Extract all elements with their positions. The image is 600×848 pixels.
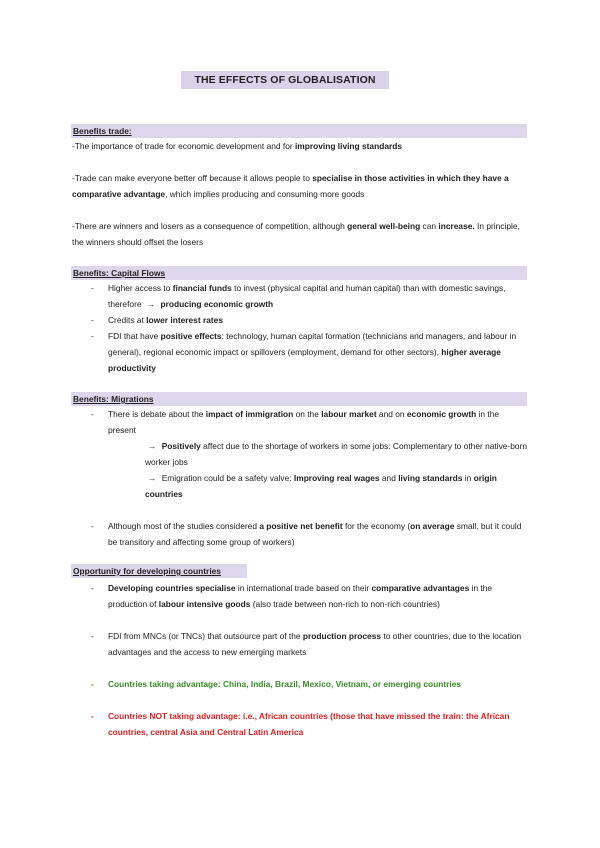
trade-paragraph-1: -The importance of trade for economic development and for improving living standards — [72, 141, 403, 151]
bullet-marker: - — [91, 409, 94, 419]
developing-bullet-2: FDI from MNCs (or TNCs) that outsource part of the production process to other countries, due to the location advantages and the access to new emerging markets — [108, 631, 522, 657]
bullet-marker: - — [91, 679, 94, 689]
developing-bullet-1: Developing countries specialise in international trade based on their comparative advantages in the production of labour intensive goods (also trade between non-rich to non-rich countries) — [108, 583, 493, 609]
bullet-marker: - — [91, 283, 94, 293]
migrations-bullet-2: Although most of the studies considered a positive net benefit for the economy (on average small, but it could be transitory and affecting some group of workers) — [108, 521, 522, 547]
capital-bullet-2: Credits at lower interest rates — [108, 315, 223, 325]
capital-bullet-3: FDI that have positive effects: technology, human capital formation (technicians and managers, and labour in general), regional economic impact or spillovers (employment, demand for other sectors), higher average productivity — [108, 331, 517, 373]
bullet-marker: - — [91, 315, 94, 325]
bullet-marker: - — [91, 583, 94, 593]
page-title: THE EFFECTS OF GLOBALISATION — [181, 71, 389, 89]
bullet-marker: - — [91, 521, 94, 531]
bullet-marker: - — [91, 631, 94, 641]
capital-bullet-1: Higher access to financial funds to invest (physical capital and human capital) than with domestic savings, therefore → producing economic growth — [108, 283, 506, 309]
migrations-sub-2: → Emigration could be a safety valve: Improving real wages and living standards in origin countries — [145, 473, 497, 499]
bullet-marker: - — [91, 711, 94, 721]
developing-bullet-4: Countries NOT taking advantage: i.e., African countries (those that have missed the train: the African countries, central Asia and Central Latin America — [108, 711, 510, 737]
developing-bullet-3: Countries taking advantage: China, India, Brazil, Mexico, Vietnam, or emerging countries — [108, 679, 462, 689]
heading-capital-flows: Benefits: Capital Flows — [71, 266, 527, 280]
heading-benefits-trade: Benefits trade: — [71, 124, 527, 138]
migrations-sub-1: → Positively affect due to the shortage of workers in some jobs: Complementary to other native-born worker jobs — [145, 441, 527, 467]
bullet-marker: - — [91, 331, 94, 341]
migrations-bullet-1: There is debate about the impact of immigration on the labour market and on economic growth in the present — [108, 409, 500, 435]
trade-paragraph-3: -There are winners and losers as a consequence of competition, although general well-being can increase. In principle, the winners should offset the losers — [72, 221, 520, 247]
heading-migrations: Benefits: Migrations — [71, 392, 527, 406]
heading-developing-countries: Opportunity for developing countries — [71, 564, 247, 578]
trade-paragraph-2: -Trade can make everyone better off because it allows people to specialise in those activities in which they have a comparative advantage, which implies producing and consuming more goods — [72, 173, 509, 199]
